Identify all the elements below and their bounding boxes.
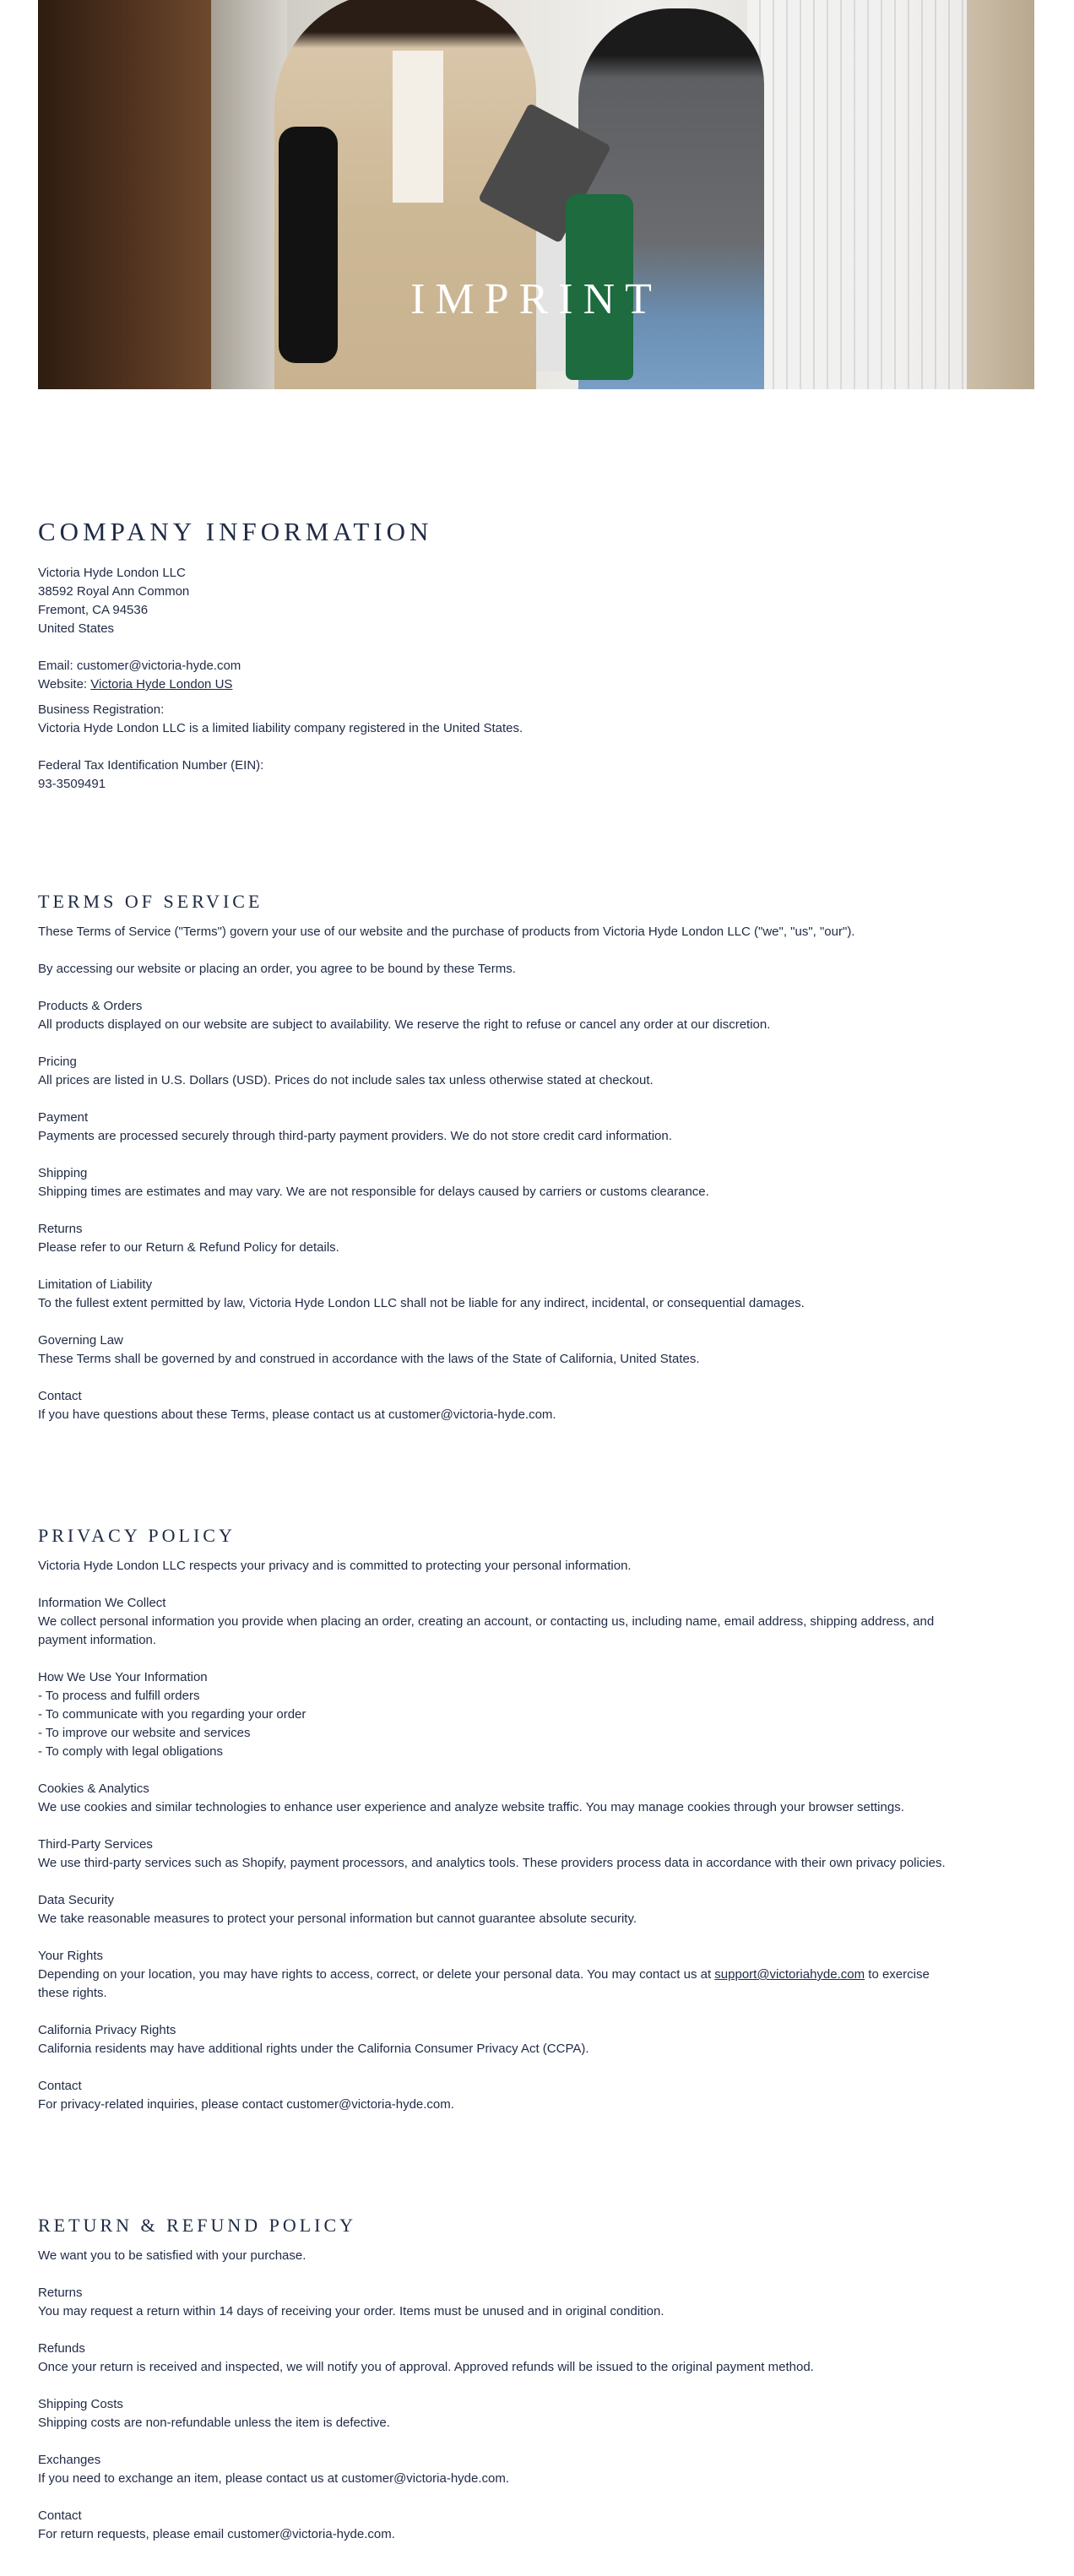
rights-text-b: to exercise	[865, 1967, 930, 1982]
returns-section	[38, 2215, 1034, 2544]
privacy-contact-title: Contact	[38, 2079, 82, 2093]
terms-item-text: Payments are processed securely through third-party payment providers. We do not store credit card information.	[38, 1129, 672, 1143]
website-label: Website:	[38, 677, 91, 691]
privacy-ca-title: California Privacy Rights	[38, 2023, 176, 2037]
returns-intro: We want you to be satisfied with your purchase.	[38, 2248, 306, 2263]
hero-photo-door	[38, 0, 215, 389]
privacy-use-item: - To communicate with you regarding your order	[38, 1707, 306, 1722]
privacy-cookies-text: We use cookies and similar technologies to enhance user experience and analyze website traffic. You may manage cookies through your browser settings.	[38, 1800, 904, 1814]
company-street: 38592 Royal Ann Common	[38, 584, 190, 599]
privacy-use-title: How We Use Your Information	[38, 1670, 208, 1684]
privacy-collect-text: We collect personal information you provide when placing an order, creating an account, or contacting us, including name, email address, shipping address, and	[38, 1614, 935, 1629]
terms-intro-2: By accessing our website or placing an order, you agree to be bound by these Terms.	[38, 962, 516, 976]
terms-item-text: Shipping times are estimates and may vary. We are not responsible for delays caused by carriers or customs clearance.	[38, 1185, 709, 1199]
hero-photo-shirt	[393, 51, 443, 203]
ein-value: 93-3509491	[38, 777, 106, 791]
returns-item-title: Shipping Costs	[38, 2397, 123, 2411]
terms-item-text: If you have questions about these Terms, please contact us at customer@victoria-hyde.com.	[38, 1407, 556, 1422]
privacy-cookies-title: Cookies & Analytics	[38, 1782, 149, 1796]
privacy-rights-text-cont: these rights.	[38, 1986, 107, 2000]
company-email: Email: customer@victoria-hyde.com	[38, 659, 241, 673]
hero-title: IMPRINT	[410, 275, 662, 323]
terms-heading: TERMS OF SERVICE	[38, 891, 263, 912]
privacy-use-item: - To improve our website and services	[38, 1726, 251, 1740]
company-information-section	[38, 517, 1034, 794]
privacy-rights-text	[38, 1966, 1034, 1984]
company-country: United States	[38, 621, 115, 636]
returns-item-title: Exchanges	[38, 2453, 101, 2467]
returns-item-text: If you need to exchange an item, please contact us at customer@victoria-hyde.com.	[38, 2471, 510, 2486]
terms-item-title: Contact	[38, 1389, 82, 1403]
registration-label: Business Registration:	[38, 702, 165, 717]
terms-item-title: Limitation of Liability	[38, 1277, 153, 1292]
privacy-heading: PRIVACY POLICY	[38, 1525, 236, 1546]
privacy-third-text: We use third-party services such as Shopify, payment processors, and analytics tools. These providers process data in accordance with their own privacy policies.	[38, 1856, 946, 1870]
hero-banner	[38, 0, 1034, 389]
terms-intro-1: These Terms of Service ("Terms") govern your use of our website and the purchase of products from Victoria Hyde London LLC ("we", "us", "our").	[38, 925, 855, 939]
returns-item-text: Once your return is received and inspected, we will notify you of approval. Approved refunds will be issued to the original payment method.	[38, 2360, 814, 2374]
privacy-use-item: - To process and fulfill orders	[38, 1689, 200, 1703]
company-heading: COMPANY INFORMATION	[38, 517, 433, 546]
terms-item-title: Products & Orders	[38, 999, 143, 1013]
privacy-security-text: We take reasonable measures to protect your personal information but cannot guarantee absolute security.	[38, 1912, 637, 1926]
terms-item-text: These Terms shall be governed by and construed in accordance with the laws of the State of California, United States.	[38, 1352, 700, 1366]
terms-item-text: All prices are listed in U.S. Dollars (USD). Prices do not include sales tax unless otherwise stated at checkout.	[38, 1073, 654, 1087]
returns-item-title: Contact	[38, 2508, 82, 2523]
terms-item-text: All products displayed on our website are subject to availability. We reserve the right to refuse or cancel any order at our discretion.	[38, 1017, 771, 1032]
privacy-contact-text: For privacy-related inquiries, please contact customer@victoria-hyde.com.	[38, 2097, 454, 2112]
privacy-rights-title: Your Rights	[38, 1949, 103, 1963]
privacy-collect-text-cont: payment information.	[38, 1633, 157, 1647]
terms-item-title: Shipping	[38, 1166, 88, 1180]
terms-item-title: Governing Law	[38, 1333, 123, 1348]
registration-text: Victoria Hyde London LLC is a limited liability company registered in the United States.	[38, 721, 523, 735]
company-city: Fremont, CA 94536	[38, 603, 149, 617]
company-website	[38, 675, 1034, 694]
privacy-collect-title: Information We Collect	[38, 1596, 166, 1610]
terms-item-title: Payment	[38, 1110, 89, 1125]
privacy-section	[38, 1525, 1034, 2114]
privacy-third-title: Third-Party Services	[38, 1837, 153, 1852]
ein-label: Federal Tax Identification Number (EIN):	[38, 758, 264, 773]
returns-item-text: You may request a return within 14 days of receiving your order. Items must be unused and in original condition.	[38, 2304, 664, 2318]
support-email-link[interactable]: support@victoriahyde.com	[714, 1967, 865, 1982]
terms-item-text: Please refer to our Return & Refund Policy for details.	[38, 1240, 339, 1255]
hero-photo-bag-black	[279, 127, 338, 363]
returns-item-text: Shipping costs are non-refundable unless the item is defective.	[38, 2416, 390, 2430]
company-name: Victoria Hyde London LLC	[38, 566, 186, 580]
returns-item-title: Refunds	[38, 2341, 85, 2356]
privacy-security-title: Data Security	[38, 1893, 115, 1907]
privacy-ca-text: California residents may have additional rights under the California Consumer Privacy Act (CCPA).	[38, 2042, 589, 2056]
privacy-use-item: - To comply with legal obligations	[38, 1744, 224, 1759]
privacy-intro: Victoria Hyde London LLC respects your privacy and is committed to protecting your personal information.	[38, 1559, 632, 1573]
rights-text-a: Depending on your location, you may have rights to access, correct, or delete your personal data. You may contact us at	[38, 1967, 715, 1982]
website-link[interactable]: Victoria Hyde London US	[90, 677, 233, 691]
returns-item-title: Returns	[38, 2286, 83, 2300]
terms-item-title: Pricing	[38, 1055, 77, 1069]
returns-item-text: For return requests, please email customer@victoria-hyde.com.	[38, 2527, 395, 2541]
terms-item-text: To the fullest extent permitted by law, Victoria Hyde London LLC shall not be liable for any indirect, incidental, or consequential damages.	[38, 1296, 805, 1310]
hero-photo-blinds	[747, 0, 967, 389]
returns-heading: RETURN & REFUND POLICY	[38, 2215, 357, 2236]
terms-section	[38, 891, 1034, 1424]
terms-item-title: Returns	[38, 1222, 83, 1236]
